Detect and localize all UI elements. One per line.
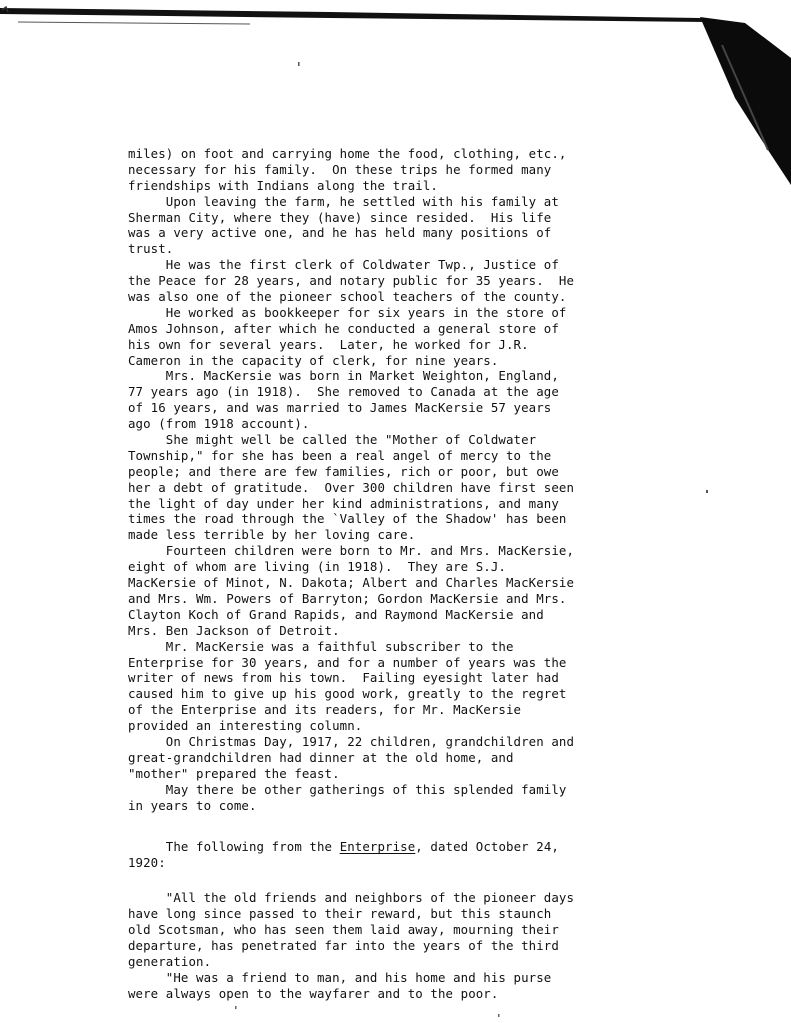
- text-line: Township," for she has been a real angel of mercy to the: [128, 447, 552, 463]
- text-line: Cameron in the capacity of clerk, for nine years.: [128, 352, 499, 368]
- text-line: provided an interesting column.: [128, 718, 363, 734]
- text-line: MacKersie of Minot, N. Dakota; Albert and Charles MacKersie: [128, 575, 575, 591]
- intro-line: 1920:: [128, 855, 166, 871]
- quote-line: "He was a friend to man, and his home and his purse: [128, 969, 552, 985]
- text-line: Mr. MacKersie was a faithful subscriber to the: [128, 638, 514, 654]
- text-line: ago (from 1918 account).: [128, 416, 310, 432]
- document-body: [128, 146, 698, 1001]
- text-line: times the road through the `Valley of the Shadow' has been: [128, 511, 567, 527]
- section-spacer: [128, 813, 698, 839]
- corner-fold: [700, 17, 791, 185]
- quote-line: have long since passed to their reward, but this staunch: [128, 906, 552, 922]
- text-line: the Peace for 28 years, and notary public for 35 years. He: [128, 273, 575, 289]
- text-line: made less terrible by her loving care.: [128, 527, 416, 543]
- text-line: She might well be called the "Mother of Coldwater: [128, 432, 537, 448]
- text-line: of 16 years, and was married to James MacKersie 57 years: [128, 400, 552, 416]
- speck: [298, 62, 300, 66]
- quote-line: "All the old friends and neighbors of the pioneer days: [128, 890, 575, 906]
- speck: [498, 1014, 500, 1017]
- corner-fold-edge: [722, 45, 768, 150]
- text-line: the light of day under her kind administrations, and many: [128, 495, 559, 511]
- text-line: Clayton Koch of Grand Rapids, and Raymond MacKersie and: [128, 606, 544, 622]
- top-edge-line: [18, 22, 250, 24]
- quote-line: were always open to the wayfarer and to the poor.: [128, 985, 499, 1001]
- speck: [235, 1006, 237, 1009]
- text-line: necessary for his family. On these trips he formed many: [128, 161, 552, 177]
- top-edge-shadow: [0, 8, 708, 22]
- text-line: He worked as bookkeeper for six years in the store of: [128, 304, 567, 320]
- text-line: writer of news from his town. Failing eyesight later had: [128, 670, 559, 686]
- text-line: friendships with Indians along the trail.: [128, 177, 438, 193]
- text-line: and Mrs. Wm. Powers of Barryton; Gordon MacKersie and Mrs.: [128, 590, 567, 606]
- text-line: Enterprise for 30 years, and for a number of years was the: [128, 654, 567, 670]
- text-line: May there be other gatherings of this splended family: [128, 781, 567, 797]
- enterprise-intro: [128, 839, 698, 871]
- quote-line: departure, has penetrated far into the years of the third: [128, 937, 559, 953]
- text-line: his own for several years. Later, he worked for J.R.: [128, 336, 529, 352]
- text-line: "mother" prepared the feast.: [128, 765, 340, 781]
- text-line: 77 years ago (in 1918). She removed to Canada at the age: [128, 384, 559, 400]
- text-line: Amos Johnson, after which he conducted a general store of: [128, 320, 559, 336]
- biography-section: [128, 146, 698, 813]
- left-edge-mark: [2, 7, 8, 12]
- text-line: was a very active one, and he has held many positions of: [128, 225, 552, 241]
- text-line: caused him to give up his good work, greatly to the regret: [128, 686, 567, 702]
- text-line: was also one of the pioneer school teachers of the county.: [128, 289, 567, 305]
- newspaper-title: Enterprise: [339, 839, 416, 855]
- text-line: Upon leaving the farm, he settled with his family at: [128, 193, 559, 209]
- text-line: trust.: [128, 241, 174, 257]
- text-line: in years to come.: [128, 797, 257, 813]
- enterprise-quote: [128, 890, 698, 1001]
- quote-line: generation.: [128, 953, 212, 969]
- text-line: of the Enterprise and its readers, for Mr. MacKersie: [128, 702, 522, 718]
- intro-text-after: , dated October 24,: [415, 839, 559, 855]
- text-line: great-grandchildren had dinner at the old home, and: [128, 749, 514, 765]
- text-line: He was the first clerk of Coldwater Twp., Justice of: [128, 257, 559, 273]
- text-line: On Christmas Day, 1917, 22 children, grandchildren and: [128, 733, 575, 749]
- speck: [706, 490, 708, 493]
- text-line: Mrs. MacKersie was born in Market Weighton, England,: [128, 368, 559, 384]
- text-line: Fourteen children were born to Mr. and Mrs. MacKersie,: [128, 543, 575, 559]
- quote-line: old Scotsman, who has seen them laid away, mourning their: [128, 921, 559, 937]
- text-line: Mrs. Ben Jackson of Detroit.: [128, 622, 340, 638]
- text-line: miles) on foot and carrying home the food, clothing, etc.,: [128, 146, 567, 161]
- text-line: her a debt of gratitude. Over 300 children have first seen: [128, 479, 575, 495]
- text-line: eight of whom are living (in 1918). They are S.J.: [128, 559, 506, 575]
- intro-text-before: The following from the: [128, 839, 340, 855]
- text-line: Sherman City, where they (have) since resided. His life: [128, 209, 552, 225]
- text-line: people; and there are few families, rich or poor, but owe: [128, 463, 559, 479]
- section-spacer: [128, 871, 698, 890]
- intro-line: [128, 839, 698, 855]
